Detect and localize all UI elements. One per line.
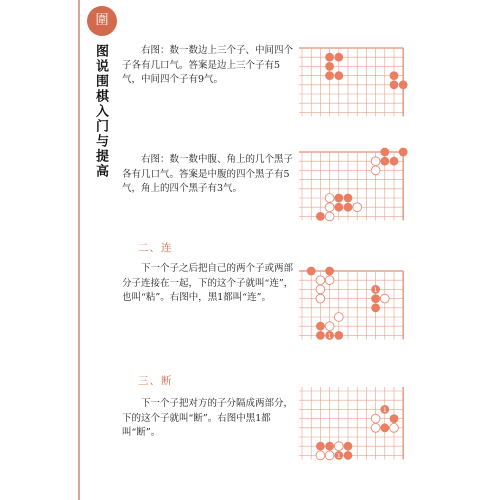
black-stone: [399, 148, 408, 157]
black-stone: [344, 442, 353, 451]
white-stone: [325, 276, 334, 285]
book-logo-icon: 圍: [87, 6, 117, 36]
section-heading-connect: 二、连: [138, 242, 173, 254]
white-stone: [325, 322, 334, 331]
white-stone: [316, 276, 325, 285]
stone-move-number: 1: [373, 286, 378, 294]
black-stone: [380, 157, 389, 166]
black-stone: [380, 423, 389, 432]
stone-move-number: 1: [382, 406, 387, 414]
paragraph-cut: 下一个子把对方的子分隔成两部分，下的这个子就叫“断”。右图中黑1都叫“断”。: [122, 398, 294, 438]
black-stone: [334, 53, 343, 62]
black-stone: [325, 267, 334, 276]
black-stone: [334, 71, 343, 80]
sidebar-divider: [78, 0, 80, 500]
black-stone: [325, 53, 334, 62]
black-stone: [399, 80, 408, 89]
stone-move-number: 1: [327, 332, 332, 340]
black-stone: [316, 322, 325, 331]
black-stone: [371, 303, 380, 312]
black-stone: [380, 148, 389, 157]
black-stone: [316, 331, 325, 340]
white-stone: [353, 203, 362, 212]
board-grid: [299, 271, 403, 339]
white-stone: [316, 294, 325, 303]
white-stone: [316, 451, 325, 460]
board-grid: [299, 48, 403, 116]
go-board-diagram-3: [299, 267, 411, 356]
go-board-diagram-2: [299, 148, 411, 220]
white-stone: [371, 166, 380, 175]
white-stone: [334, 442, 343, 451]
white-stone: [334, 313, 343, 322]
black-stone: [334, 331, 343, 340]
black-stone: [390, 414, 399, 423]
white-stone: [316, 285, 325, 294]
section-heading-cut: 三、断: [138, 375, 173, 387]
white-stone: [325, 203, 334, 212]
white-stone: [325, 451, 334, 460]
black-stone: [344, 203, 353, 212]
go-board-diagram-4: [299, 387, 411, 475]
paragraph-liberty-center-corner: 右图：数一数中腹、角上的几个黑子各有几口气。答案是中腹的四个黑子有5气，角上的四个黑子有3气。: [122, 154, 294, 194]
white-stone: [390, 423, 399, 432]
black-stone: [316, 212, 325, 221]
white-stone: [325, 194, 334, 203]
white-stone: [371, 423, 380, 432]
white-stone: [325, 212, 334, 221]
black-stone: [390, 80, 399, 89]
paragraph-connect: 下一个子之后把自己的两个子或两部分子连接在一起，下的这个子就叫“连”，也叫“粘”。右图中，黑1都叫“连”。: [122, 263, 294, 303]
paragraph-liberty-edge-center: 右图：数一数边上三个子、中间四个子各有几口气。答案是边上三个子有5气，中间四个子有9气。: [122, 45, 294, 85]
black-stone: [390, 71, 399, 80]
black-stone: [307, 267, 316, 276]
black-stone: [371, 294, 380, 303]
black-stone: [325, 442, 334, 451]
black-stone: [316, 442, 325, 451]
black-stone: [344, 451, 353, 460]
white-stone: [371, 157, 380, 166]
book-title: 图说围棋入门与提高: [93, 44, 108, 179]
white-stone: [380, 294, 389, 303]
white-stone: [371, 414, 380, 423]
go-board-diagram-1: [299, 44, 411, 116]
black-stone: [325, 71, 334, 80]
black-stone: [334, 203, 343, 212]
black-stone: [344, 194, 353, 203]
black-stone: [334, 194, 343, 203]
stone-move-number: 1: [336, 452, 341, 460]
black-stone: [325, 62, 334, 71]
black-stone: [390, 157, 399, 166]
